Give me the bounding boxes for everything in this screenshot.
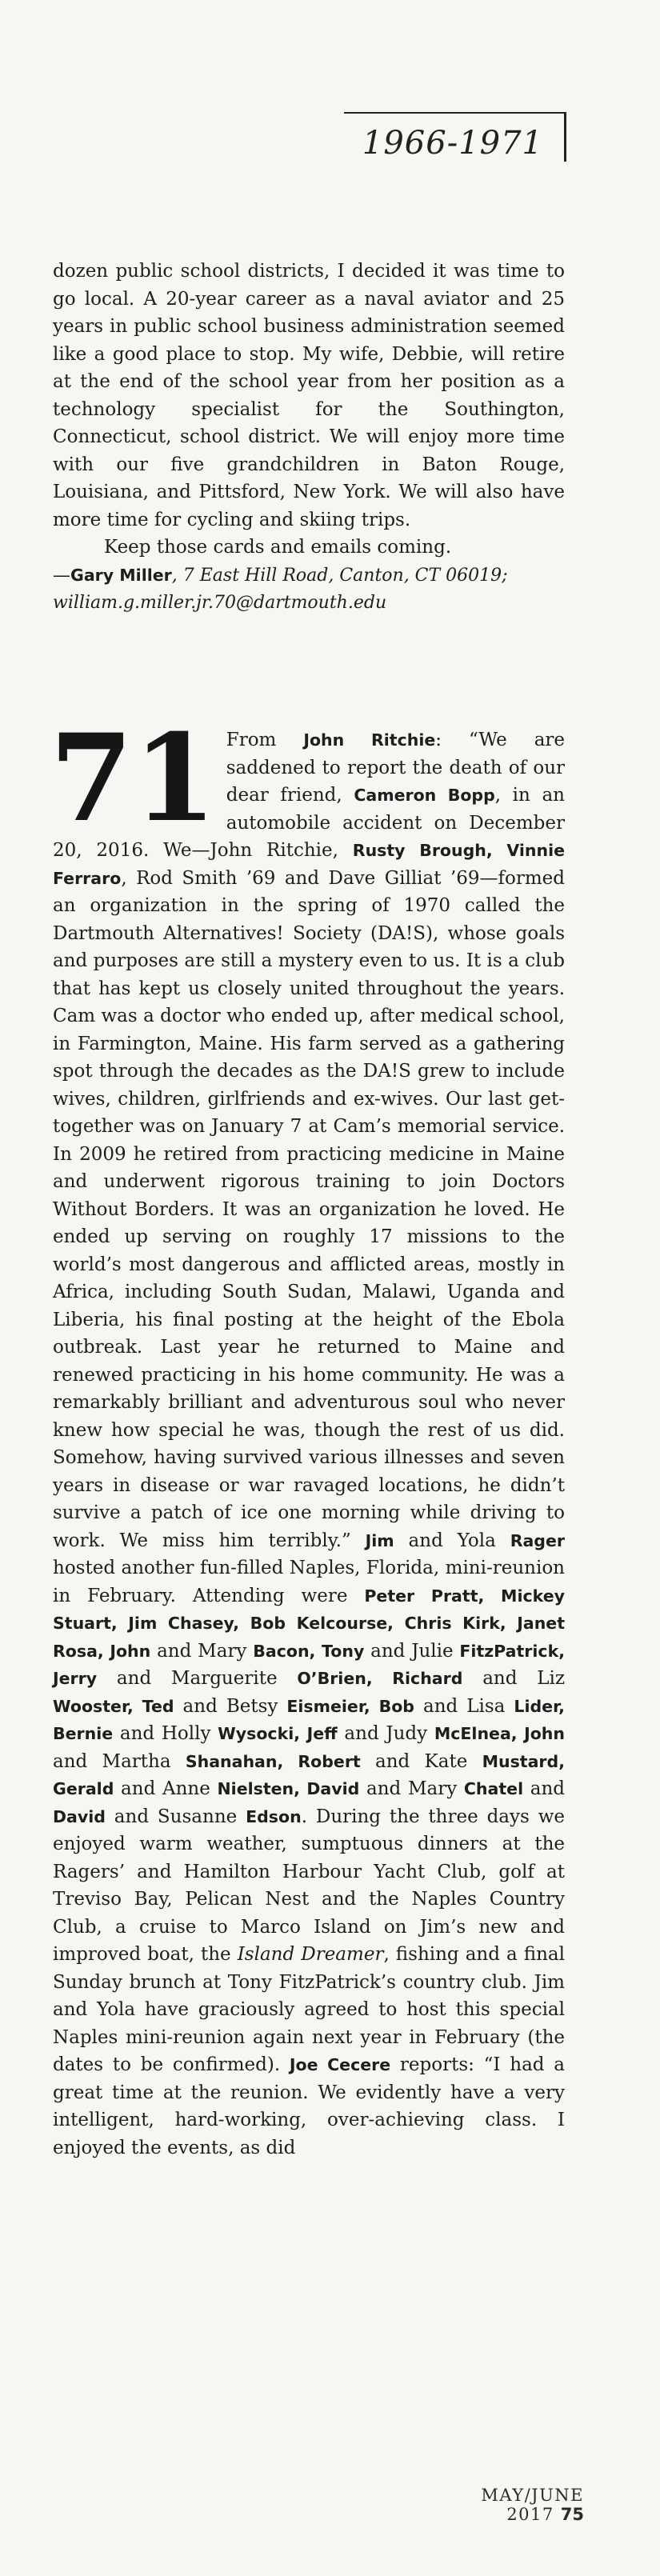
- text-run: reports: “I had a great time at the reunion. We evidently have a very intelligent, hard-working, over-achieving class. I enjoyed the events, as did: [53, 2054, 565, 2158]
- classmate-name: Wooster, Ted: [53, 1696, 174, 1716]
- classmate-name: Jim: [365, 1530, 394, 1550]
- classmate-name: FitzPatrick, Jerry: [53, 1641, 566, 1688]
- text-run: From: [226, 730, 304, 750]
- text-run: and Mary: [150, 1640, 254, 1662]
- classmate-name: O’Brien, Richard: [297, 1669, 463, 1688]
- classmate-name: McElnea, John: [434, 1724, 565, 1743]
- class-year-dropcap: 71: [50, 708, 217, 849]
- text-run: and Liz: [462, 1668, 565, 1689]
- classmate-name: Edson: [246, 1806, 302, 1826]
- section-header: [344, 112, 566, 162]
- classmate-name: David: [53, 1806, 106, 1826]
- author-address: , 7 East Hill Road, Canton, CT 06019;: [171, 565, 508, 586]
- text-run: and Betsy: [174, 1695, 287, 1717]
- text-run: and Kate: [360, 1750, 482, 1772]
- class-years: 1966-1971: [362, 125, 543, 162]
- text-run: and Lisa: [414, 1695, 514, 1717]
- text-run: hosted another fun-filled Naples, Florida, mini-reunion in February. Attending were: [53, 1558, 565, 1606]
- classmate-name: Wysocki, Jeff: [218, 1724, 338, 1743]
- issue-date: MAY/JUNE 2017: [481, 2486, 584, 2524]
- text-run: . During the three days we enjoyed warm weather, sumptuous dinners at the Ragers’ and Hamilton Harbour Yacht Club, golf at Treviso Bay, Pelican Nest and the Naples Country Club, a cruise to Marco Island on Jim’s new and improved boat, the: [53, 1806, 565, 1965]
- classmate-name: Peter Pratt, Mickey Stuart, Jim Chasey, Bob Kelcourse, Chris Kirk, Janet Rosa, John: [53, 1586, 565, 1661]
- classmate-name: John Ritchie: [303, 730, 436, 750]
- classmate-name: Cameron Bopp: [354, 786, 495, 805]
- author-email: william.g.miller.jr.70@dartmouth.edu: [53, 593, 387, 613]
- page-number: 75: [560, 2505, 584, 2524]
- sig-dash: —: [53, 565, 70, 586]
- author-name: Gary Miller: [70, 565, 172, 585]
- text-run: and Judy: [337, 1723, 434, 1744]
- text-run: and Marguerite: [97, 1668, 298, 1689]
- classmate-name: Rager: [510, 1530, 565, 1550]
- classmate-name: Bacon, Tony: [253, 1641, 365, 1661]
- boat-name: Island Dreamer: [237, 1944, 384, 1965]
- classmate-name: Rusty Brough, Vinnie Ferraro: [53, 841, 565, 888]
- class-notes-71: [50, 708, 566, 2162]
- classmate-name: Mustard, Gerald: [53, 1751, 565, 1798]
- text-run: and Yola: [394, 1530, 510, 1551]
- classmate-name: Lider, Bernie: [53, 1696, 565, 1743]
- text-run: , in an automobile accident on December 20, 2016. We—John Ritchie,: [53, 785, 565, 861]
- text-run: and Susanne: [105, 1806, 246, 1827]
- text-run: and Holly: [113, 1723, 218, 1744]
- text-run: and Mary: [359, 1778, 464, 1799]
- classmate-name: Nielsten, David: [217, 1779, 360, 1798]
- classmate-name: Shanahan, Robert: [185, 1751, 361, 1771]
- class-notes-paragraph: [50, 708, 566, 2162]
- text-run: , Rod Smith ’69 and Dave Gilliat ’69—formed an organization in the spring of 1970 called the Dartmouth Alternatives! Society (DA!S), whose goals and purposes are still a mystery even to us. It is a club that has kept us closely united throughout the years. Cam was a doctor who ended up, after medical school, in Farmington, Maine. His farm served as a gathering spot through the decades as the DA!S grew to include wives, children, girlfriends and ex-wives. Our last get-together was on January 7 at Cam’s memorial service. In 2009 he retired from practicing medicine in Maine and underwent rigorous training to join Doctors Without Borders. It was an organization he loved. He ended up serving on roughly 17 missions to the world’s most dangerous and afflicted areas, mostly in Africa, including South Sudan, Malawi, Uganda and Liberia, his final posting at the height of the Ebola outbreak. Last year he returned to Maine and renewed practicing in his home community. He was a remarkably brilliant and adventurous soul who never knew how special he was, though the rest of us did. Somehow, having survived various illnesses and seven years in disease or war ravaged locations, he didn’t survive a patch of ice one morning while driving to work. We miss him terribly.”: [53, 867, 565, 1551]
- column-text-top: [53, 258, 565, 618]
- paragraph: dozen public school districts, I decided it was time to go local. A 20-year career as a naval aviator and 25 years in public school business administration seemed like a good place to stop. My wife, Debbie, will retire at the end of the school year from her position as a technology specialist for the Southington, Connecticut, school district. We will enjoy more time with our five grandchildren in Baton Rouge, Louisiana, and Pittsford, New York. We will also have more time for cycling and skiing trips.: [53, 261, 565, 530]
- classmate-name: Eismeier, Bob: [286, 1696, 414, 1716]
- text-run: and Martha: [53, 1750, 186, 1772]
- text-run: and Anne: [114, 1778, 218, 1799]
- page-footer: [400, 2486, 584, 2524]
- classmate-name: Chatel: [463, 1779, 524, 1798]
- signoff: Keep those cards and emails coming.: [104, 537, 452, 558]
- text-run: and Julie: [364, 1640, 460, 1662]
- text-run: , fishing and a final Sunday brunch at Tony FitzPatrick’s country club. Jim and Yola have graciously agreed to host this special Naples mini-reunion again next year in February (the dates to be confirmed).: [53, 1944, 565, 2075]
- text-run: : “We are saddened to report the death of our dear friend,: [226, 730, 566, 806]
- text-run: and: [523, 1778, 566, 1799]
- signature: [53, 562, 565, 618]
- classmate-name: Joe Cecere: [289, 2055, 391, 2074]
